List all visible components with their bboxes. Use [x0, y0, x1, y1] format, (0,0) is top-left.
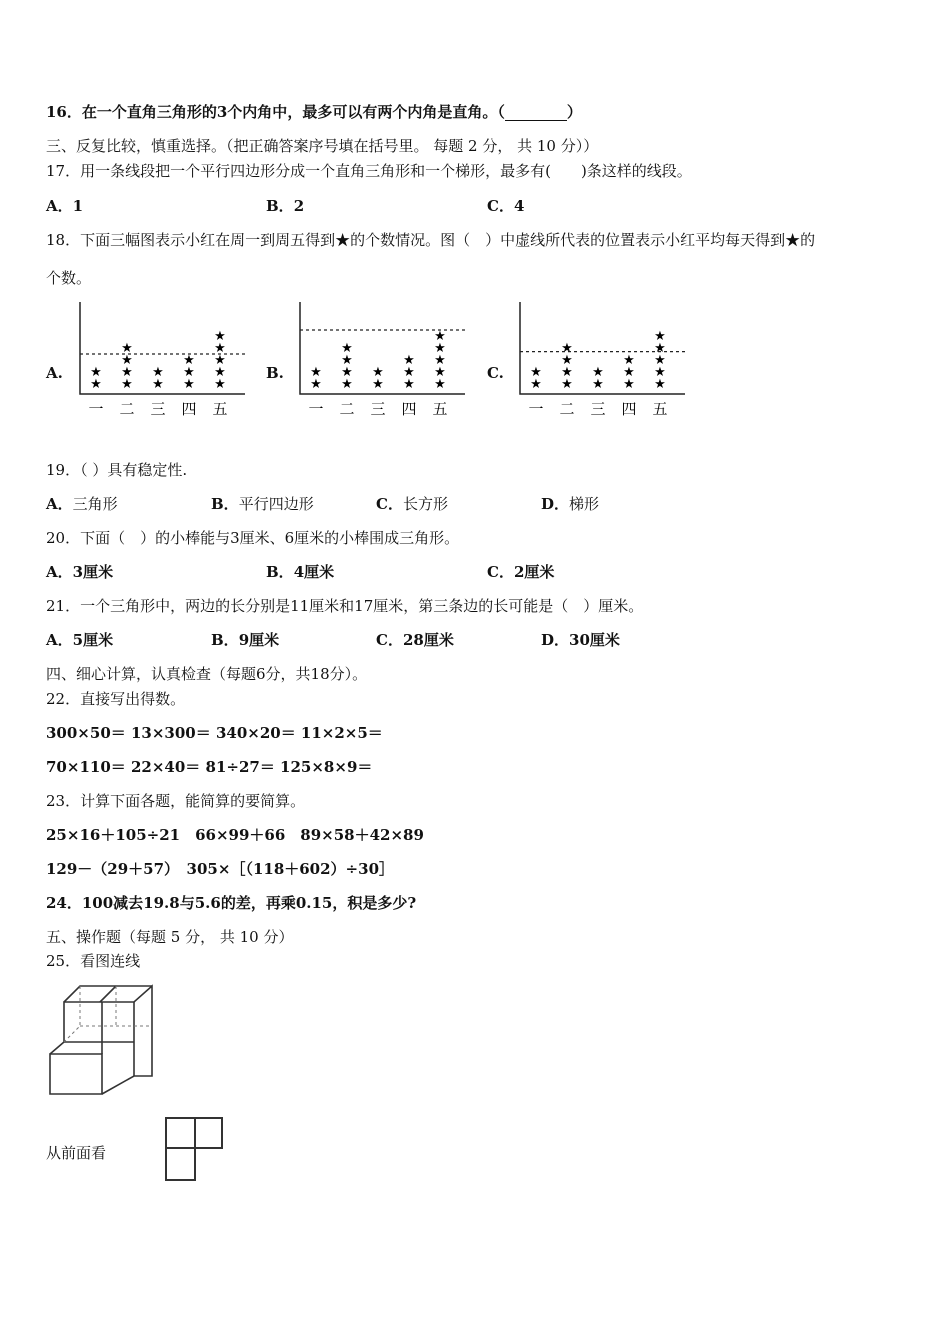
day-tick-label: 五 [652, 400, 668, 418]
q17-option-a[interactable]: A．1 [46, 197, 84, 215]
q17-option-b[interactable]: B．2 [266, 197, 305, 215]
star-mark: ★ [183, 353, 195, 368]
star-mark: ★ [654, 329, 666, 344]
star-mark: ★ [561, 341, 573, 356]
star-mark: ★ [434, 329, 446, 344]
front-view-figure[interactable] [162, 1114, 226, 1184]
star-mark: ★ [214, 341, 226, 356]
day-tick-label: 三 [590, 400, 606, 418]
question-21-text: 21．一个三角形中，两边的长分别是11厘米和17厘米，第三条边的长可能是（ ）厘米。 [46, 597, 644, 615]
q19-option-a[interactable]: A．三角形 [46, 495, 118, 513]
star-mark: ★ [434, 353, 446, 368]
star-mark: ★ [372, 365, 384, 380]
q21-option-c[interactable]: C．28厘米 [376, 631, 454, 649]
question-22-text: 22．直接写出得数。 [46, 690, 186, 708]
star-mark: ★ [121, 341, 133, 356]
star-mark: ★ [152, 377, 164, 392]
star-mark: ★ [372, 377, 384, 392]
chart-c-label[interactable]: C. [487, 364, 504, 382]
star-mark: ★ [121, 377, 133, 392]
chart-c [520, 302, 685, 418]
star-mark: ★ [654, 353, 666, 368]
q19-option-c[interactable]: C．长方形 [376, 495, 448, 513]
star-mark: ★ [341, 365, 353, 380]
star-mark: ★ [403, 353, 415, 368]
star-mark: ★ [341, 353, 353, 368]
star-mark: ★ [561, 377, 573, 392]
star-mark: ★ [623, 377, 635, 392]
star-mark: ★ [121, 353, 133, 368]
q19-option-b[interactable]: B．平行四边形 [211, 495, 314, 513]
star-mark: ★ [310, 377, 322, 392]
star-mark: ★ [561, 353, 573, 368]
day-tick-label: 四 [621, 400, 637, 418]
star-mark: ★ [561, 365, 573, 380]
section-4-title: 四、细心计算，认真检查（每题6分，共18分）。 [46, 665, 368, 683]
day-tick-label: 二 [559, 400, 575, 418]
question-23-text: 23．计算下面各题，能简算的要简算。 [46, 792, 306, 810]
star-mark: ★ [434, 377, 446, 392]
question-19-text: 19．（ ）具有稳定性. [46, 461, 188, 479]
star-mark: ★ [310, 365, 322, 380]
star-mark: ★ [623, 365, 635, 380]
star-mark: ★ [183, 365, 195, 380]
star-mark: ★ [214, 365, 226, 380]
question-18-text-line2: 个数。 [46, 269, 92, 287]
question-16: 16．在一个直角三角形的3个内角中，最多可以有两个内角是直角。（ ） [46, 103, 582, 121]
question-25-text: 25．看图连线 [46, 952, 141, 970]
question-24-text: 24．100减去19.8与5.6的差，再乘0.15，积是多少? [46, 894, 417, 912]
front-view-label: 从前面看 [46, 1144, 107, 1162]
star-mark: ★ [623, 353, 635, 368]
q20-option-a[interactable]: A．3厘米 [46, 563, 114, 581]
question-18-text-line1: 18．下面三幅图表示小红在周一到周五得到★的个数情况。图（ ）中虚线所代表的位置表示小红平均每天得到★的 [46, 231, 816, 249]
star-mark: ★ [214, 329, 226, 344]
q23-row-2: 129－（29＋57） 305×［（118＋602）÷30］ [46, 860, 395, 878]
star-mark: ★ [530, 377, 542, 392]
day-tick-label: 一 [88, 400, 104, 418]
day-tick-label: 二 [119, 400, 135, 418]
star-mark: ★ [592, 377, 604, 392]
star-mark: ★ [654, 377, 666, 392]
question-20-text: 20．下面（ ）的小棒能与3厘米、6厘米的小棒围成三角形。 [46, 529, 460, 547]
day-tick-label: 一 [528, 400, 544, 418]
star-mark: ★ [403, 365, 415, 380]
star-charts [0, 298, 950, 428]
star-mark: ★ [341, 377, 353, 392]
question-16-text: 16．在一个直角三角形的3个内角中，最多可以有两个内角是直角。（ [46, 103, 505, 121]
day-tick-label: 五 [432, 400, 448, 418]
chart-a [80, 302, 245, 418]
star-mark: ★ [434, 365, 446, 380]
day-tick-label: 四 [401, 400, 417, 418]
day-tick-label: 一 [308, 400, 324, 418]
question-17-text: 17．用一条线段把一个平行四边形分成一个直角三角形和一个梯形，最多有( )条这样的线段。 [46, 162, 692, 180]
star-mark: ★ [403, 377, 415, 392]
q19-option-d[interactable]: D．梯形 [541, 495, 600, 513]
star-mark: ★ [214, 377, 226, 392]
chart-b-label[interactable]: B. [266, 364, 284, 382]
star-mark: ★ [90, 365, 102, 380]
q21-option-a[interactable]: A．5厘米 [46, 631, 114, 649]
day-tick-label: 三 [150, 400, 166, 418]
star-mark: ★ [90, 377, 102, 392]
star-mark: ★ [152, 365, 164, 380]
day-tick-label: 二 [339, 400, 355, 418]
section-3-title: 三、反复比较，慎重选择。（把正确答案序号填在括号里。 每题 2 分， 共 10 分）） [46, 137, 599, 155]
day-tick-label: 三 [370, 400, 386, 418]
section-5-title: 五、操作题（每题 5 分， 共 10 分） [46, 928, 294, 946]
q20-option-c[interactable]: C．2厘米 [487, 563, 555, 581]
answer-blank[interactable] [505, 106, 567, 121]
star-mark: ★ [434, 341, 446, 356]
q20-option-b[interactable]: B．4厘米 [266, 563, 335, 581]
star-mark: ★ [592, 365, 604, 380]
chart-a-label[interactable]: A. [46, 364, 63, 382]
q22-row-2: 70×110＝ 22×40＝ 81÷27＝ 125×8×9＝ [46, 758, 373, 776]
star-mark: ★ [654, 341, 666, 356]
star-mark: ★ [183, 377, 195, 392]
q22-row-1: 300×50＝ 13×300＝ 340×20＝ 11×2×5＝ [46, 724, 383, 742]
star-mark: ★ [214, 353, 226, 368]
star-mark: ★ [341, 341, 353, 356]
chart-b [300, 302, 465, 418]
star-mark: ★ [530, 365, 542, 380]
day-tick-label: 五 [212, 400, 228, 418]
q23-row-1: 25×16＋105÷21 66×99＋66 89×58＋42×89 [46, 826, 424, 844]
star-mark: ★ [121, 365, 133, 380]
q17-option-c[interactable]: C．4 [487, 197, 525, 215]
q21-option-d[interactable]: D．30厘米 [541, 631, 620, 649]
star-mark: ★ [654, 365, 666, 380]
day-tick-label: 四 [181, 400, 197, 418]
q21-option-b[interactable]: B．9厘米 [211, 631, 280, 649]
cube-solid-figure [44, 982, 164, 1102]
